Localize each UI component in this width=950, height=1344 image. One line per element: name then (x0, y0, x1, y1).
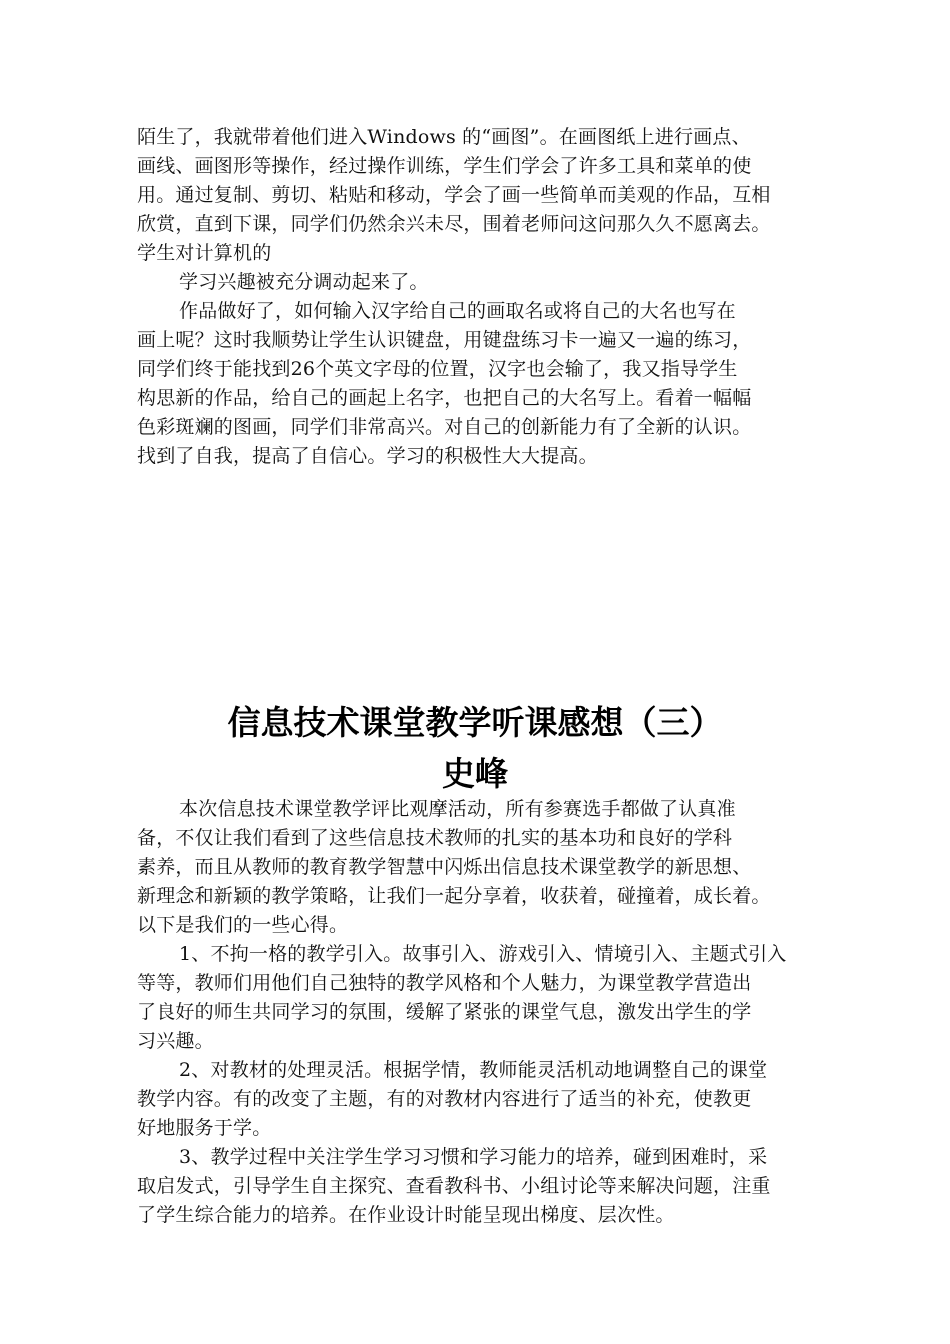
paragraph-line: 色彩斑斓的图画，同学们非常高兴。对自己的创新能力有了全新的认识。 (137, 416, 752, 438)
paragraph-line: 找到了自我，提高了自信心。学习的积极性大大提高。 (137, 445, 598, 467)
article-author: 史峰 (442, 754, 508, 793)
paragraph-line: 陌生了，我就带着他们进入Windows 的“画图”。在画图纸上进行画点、 (137, 126, 751, 148)
paragraph-line: 素养，而且从教师的教育教学智慧中闪烁出信息技术课堂教学的新思想、 (137, 856, 752, 878)
paragraph-line: 习兴趣。 (137, 1030, 214, 1052)
paragraph-line: 3、教学过程中关注学生学习习惯和学习能力的培养，碰到困难时，采 (179, 1146, 768, 1168)
paragraph-line: 1、不拘一格的教学引入。故事引入、游戏引入、情境引入、主题式引入 (179, 943, 787, 965)
paragraph-line: 欣赏，直到下课，同学们仍然余兴未尽，围着老师问这问那久久不愿离去。 (137, 213, 771, 235)
paragraph-line: 学习兴趣被充分调动起来了。 (179, 271, 429, 293)
paragraph-line: 以下是我们的一些心得。 (137, 914, 349, 936)
paragraph-line: 了良好的师生共同学习的氛围，缓解了紧张的课堂气息，激发出学生的学 (137, 1001, 752, 1023)
paragraph-line: 2、对教材的处理灵活。根据学情，教师能灵活机动地调整自己的课堂 (179, 1059, 768, 1081)
article-body (137, 795, 817, 1230)
paragraph-line: 好地服务于学。 (137, 1117, 272, 1139)
paragraph-line: 等等，教师们用他们自己独特的教学风格和个人魅力，为课堂教学营造出 (137, 972, 752, 994)
paragraph-line: 新理念和新颖的教学策略，让我们一起分享着，收获着，碰撞着，成长着。 (137, 885, 771, 907)
paragraph-line: 画线、画图形等操作，经过操作训练，学生们学会了许多工具和菜单的使 (137, 155, 752, 177)
paragraph-line: 取启发式，引导学生自主探究、查看教科书、小组讨论等来解决问题，注重 (137, 1175, 771, 1197)
paragraph-line: 学生对计算机的 (137, 242, 272, 264)
paragraph-line: 同学们终于能找到26个英文字母的位置，汉字也会输了，我又指导学生 (137, 358, 738, 380)
paragraph-line: 画上呢？这时我顺势让学生认识键盘，用键盘练习卡一遍又一遍的练习， (137, 329, 752, 351)
paragraph-line: 教学内容。有的改变了主题，有的对教材内容进行了适当的补充，使教更 (137, 1088, 752, 1110)
article-title: 信息技术课堂教学听课感想（三） (227, 703, 723, 742)
continued-section (137, 123, 817, 471)
paragraph-line: 了学生综合能力的培养。在作业设计时能呈现出梯度、层次性。 (137, 1204, 675, 1226)
paragraph-line: 本次信息技术课堂教学评比观摩活动，所有参赛选手都做了认真准 (179, 798, 736, 820)
paragraph-line: 备，不仅让我们看到了这些信息技术教师的扎实的基本功和良好的学科 (137, 827, 733, 849)
paragraph-line: 作品做好了，如何输入汉字给自己的画取名或将自己的大名也写在 (179, 300, 736, 322)
paragraph-line: 构思新的作品，给自己的画起上名字，也把自己的大名写上。看着一幅幅 (137, 387, 752, 409)
paragraph-line: 用。通过复制、剪切、粘贴和移动，学会了画一些简单而美观的作品，互相 (137, 184, 771, 206)
